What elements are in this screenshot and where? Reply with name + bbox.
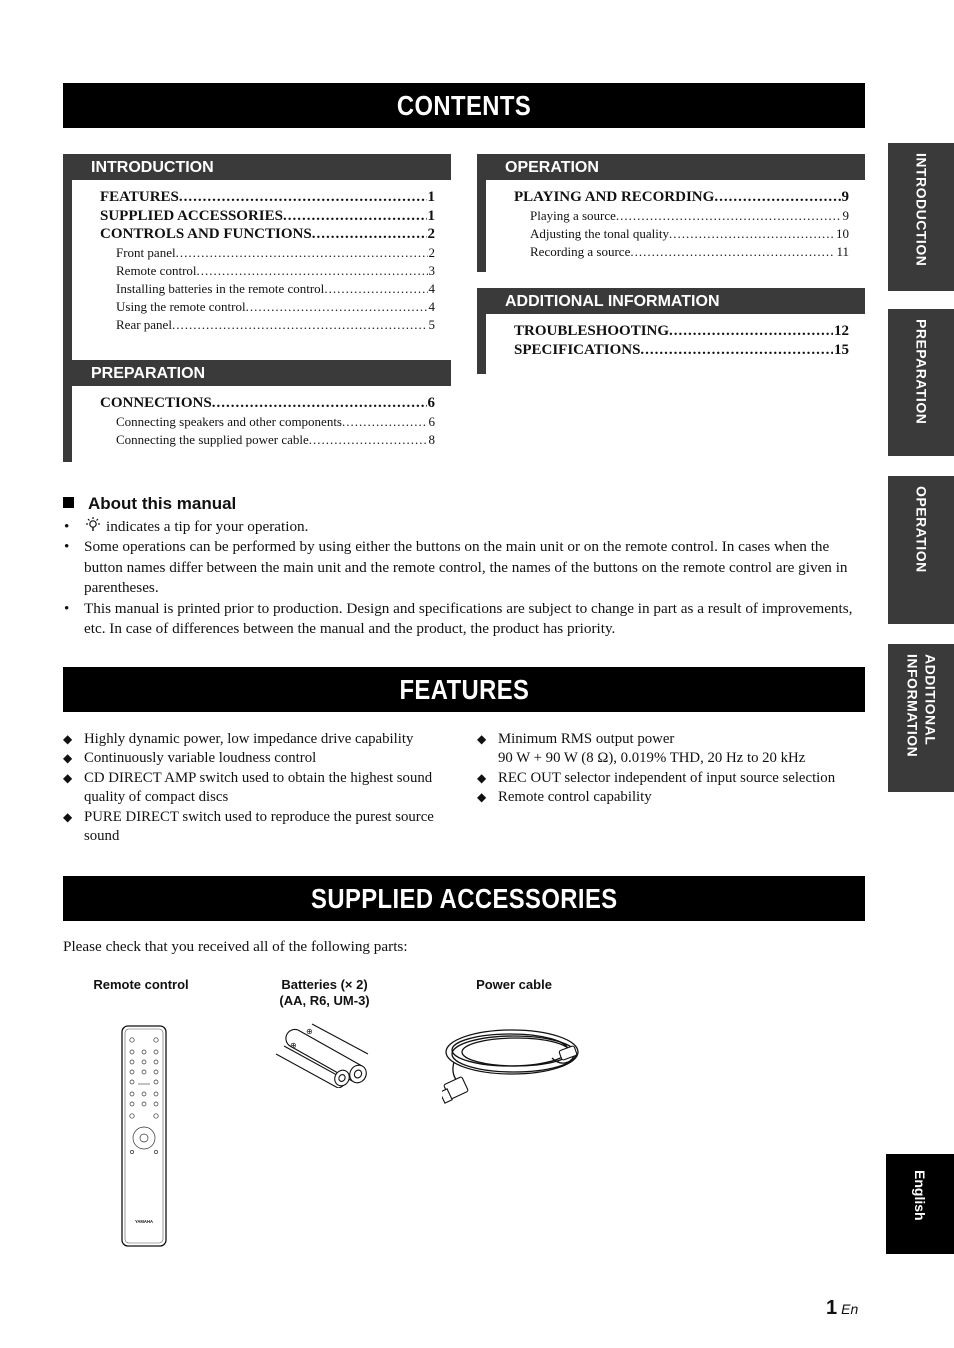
accessories-intro: Please check that you received all of the following parts: (63, 938, 408, 955)
toc-leader-dots (283, 207, 427, 226)
toc-leader-dots (179, 188, 427, 207)
feature-item: ◆ Continuously variable loudness control (63, 749, 458, 768)
toc-entry-label: Rear panel (116, 316, 172, 332)
tab-additional-information[interactable] (888, 644, 954, 792)
tab-additional-label-2: INFORMATION (904, 654, 921, 758)
toc-entry-label: Installing batteries in the remote control (116, 280, 325, 296)
toc-leader-dots (324, 280, 427, 298)
tab-operation[interactable] (888, 476, 954, 624)
batteries-label-line1: Batteries (× 2) (281, 977, 368, 992)
tip-icon (84, 517, 102, 533)
feature-item: ◆ Highly dynamic power, low impedance drive capability (63, 730, 458, 749)
accessories-title: SUPPLIED ACCESSORIES (310, 883, 618, 914)
feature-item: ◆ PURE DIRECT switch used to reproduce the purest source sound (63, 808, 434, 845)
toc-entry[interactable] (514, 225, 849, 243)
toc-entry-page: 6 (427, 395, 435, 411)
tab-preparation[interactable] (888, 309, 954, 456)
toc-leader-dots (714, 188, 840, 207)
about-heading (63, 494, 236, 514)
toc-entry[interactable] (100, 431, 435, 449)
toc-leader-dots (197, 262, 428, 280)
toc-entry-page: 1 (427, 207, 435, 224)
tab-introduction[interactable] (888, 143, 954, 291)
toc-entry-page: 11 (836, 243, 849, 259)
toc-leader-dots (172, 316, 428, 334)
toc-leader-dots (669, 225, 835, 243)
feature-item: ◆ Minimum RMS output power 90 W + 90 W (8 Ω), 0.019% THD, 20 Hz to 20 kHz (477, 731, 806, 767)
features-title: FEATURES (399, 674, 529, 705)
toc-entry-label: CONTROLS AND FUNCTIONS (100, 226, 312, 242)
toc-entry-page: 8 (428, 431, 435, 447)
toc-entry[interactable] (100, 394, 435, 413)
toc-leader-dots (669, 322, 833, 341)
toc-leader-dots (176, 244, 428, 262)
toc-entry-label: SPECIFICATIONS (514, 341, 641, 358)
toc-entry-label: TROUBLESHOOTING (514, 323, 670, 339)
toc-entry-label: Using the remote control (116, 298, 246, 314)
toc-entry-label: Connecting speakers and other components (116, 413, 342, 429)
toc-entry[interactable] (514, 322, 849, 341)
tab-preparation-label: PREPARATION (913, 319, 930, 425)
feature-item: ◆ REC OUT selector independent of input source selection (477, 769, 872, 788)
tab-operation-label: OPERATION (913, 486, 930, 573)
about-heading-text: About this manual (88, 494, 237, 513)
about-item-production: • This manual is printed prior to production. Design and specifications are subject to change in part as a result of improvements, etc. In case of differences between the manual and the product, the product has priority. (63, 599, 863, 640)
toc-entry-label: FEATURES (100, 189, 179, 205)
toc-entry-label: Remote control (116, 262, 197, 278)
toc-entry-label: Front panel (116, 244, 176, 260)
page-language-code: En (841, 1301, 859, 1317)
toc-entry-page: 6 (428, 413, 435, 429)
language-tab-english[interactable] (886, 1154, 954, 1254)
toc-entry-page: 9 (841, 189, 849, 205)
toc-entry-label: Recording a source (530, 243, 631, 259)
toc-entry-page: 2 (428, 244, 435, 260)
about-list (63, 517, 863, 639)
batteries-image (276, 1022, 374, 1088)
toc-entry[interactable] (514, 341, 849, 360)
toc-additional (477, 288, 865, 374)
toc-preparation-heading: PREPARATION (63, 360, 451, 386)
toc-entry[interactable] (100, 280, 435, 298)
batteries-label-line2: (AA, R6, UM-3) (279, 993, 370, 1008)
contents-banner (63, 83, 865, 128)
toc-operation-list (477, 180, 865, 272)
power-cable-image (442, 1022, 584, 1106)
toc-leader-dots (309, 431, 428, 449)
toc-leader-dots (616, 207, 842, 225)
remote-control-image (118, 1024, 170, 1248)
toc-entry-label: Connecting the supplied power cable (116, 431, 309, 447)
features-left-list (63, 730, 458, 846)
diamond-bullet-icon: ◆ (63, 751, 73, 766)
toc-entry-page: 9 (842, 207, 849, 223)
toc-entry[interactable] (100, 413, 435, 431)
toc-leader-dots (312, 225, 427, 244)
toc-entry-label: Playing a source (530, 207, 616, 223)
toc-operation (477, 154, 865, 272)
battery-plus-icon: ⊕ (306, 1027, 313, 1036)
toc-entry-label: CONNECTIONS (100, 395, 212, 411)
remote-control-label: Remote control (93, 977, 189, 992)
power-cable-label: Power cable (476, 977, 552, 992)
toc-additional-heading: ADDITIONAL INFORMATION (477, 288, 865, 314)
language-tab-label: English (912, 1170, 928, 1221)
toc-leader-dots (342, 413, 428, 431)
accessories-banner (63, 876, 865, 921)
diamond-bullet-icon: ◆ (477, 790, 487, 805)
toc-preparation-list (63, 386, 451, 462)
about-item-buttons: • Some operations can be performed by using either the buttons on the main unit or on the remote control. In cases when the button names differ between the main unit and the remote control, the names of the buttons on the remote control are given in parentheses. (63, 537, 863, 598)
toc-leader-dots (640, 341, 833, 360)
toc-entry-page: 4 (428, 298, 435, 314)
battery-plus-icon: ⊕ (290, 1041, 297, 1050)
toc-leader-dots (246, 298, 428, 316)
toc-entry-page: 5 (428, 316, 435, 332)
toc-entry[interactable] (100, 298, 435, 316)
toc-leader-dots (212, 394, 427, 413)
diamond-bullet-icon: ◆ (63, 809, 73, 824)
toc-operation-heading: OPERATION (477, 154, 865, 180)
toc-entry[interactable] (514, 207, 849, 225)
toc-entry-label: Adjusting the tonal quality (530, 225, 670, 241)
toc-entry-page: 15 (834, 341, 849, 358)
toc-entry[interactable] (100, 225, 435, 244)
toc-entry[interactable] (514, 188, 849, 207)
toc-entry[interactable] (514, 243, 849, 261)
toc-introduction (63, 154, 451, 368)
toc-entry[interactable] (100, 188, 435, 207)
toc-entry[interactable] (100, 207, 435, 226)
toc-introduction-list (63, 180, 451, 368)
feature-item: ◆ Remote control capability (477, 788, 872, 807)
toc-entry-label: SUPPLIED ACCESSORIES (100, 207, 283, 224)
contents-title: CONTENTS (396, 90, 532, 121)
toc-introduction-heading: INTRODUCTION (63, 154, 451, 180)
toc-leader-dots (630, 243, 835, 261)
about-tip-text: indicates a tip for your operation. (106, 518, 309, 535)
remote-brand-logo: YAMAHA (135, 1219, 153, 1224)
square-bullet-icon (63, 497, 74, 508)
toc-entry[interactable] (100, 316, 435, 334)
tab-additional-label-1: ADDITIONAL (922, 654, 939, 746)
toc-entry-page: 12 (834, 323, 849, 339)
diamond-bullet-icon: ◆ (63, 732, 73, 746)
features-banner (63, 667, 865, 712)
diamond-bullet-icon: ◆ (477, 732, 487, 746)
toc-entry-page: 10 (836, 225, 849, 241)
about-item-tip (63, 517, 863, 537)
tab-introduction-label: INTRODUCTION (913, 153, 930, 267)
toc-entry-page: 4 (428, 280, 435, 296)
toc-additional-list (477, 314, 865, 374)
toc-entry-page: 3 (428, 262, 435, 278)
toc-entry-page: 1 (427, 189, 435, 205)
page-number (826, 1297, 858, 1320)
toc-entry-page: 2 (427, 226, 435, 242)
toc-entry[interactable] (100, 262, 435, 280)
page-number-value: 1 (826, 1297, 838, 1319)
features-right-list (477, 730, 872, 808)
batteries-label (262, 977, 387, 1009)
toc-entry-label: PLAYING AND RECORDING (514, 189, 715, 205)
feature-item: ◆ CD DIRECT AMP switch used to obtain the highest sound quality of compact discs (63, 769, 433, 806)
toc-entry[interactable] (100, 244, 435, 262)
toc-preparation (63, 360, 451, 462)
diamond-bullet-icon: ◆ (63, 770, 73, 785)
diamond-bullet-icon: ◆ (477, 770, 487, 785)
